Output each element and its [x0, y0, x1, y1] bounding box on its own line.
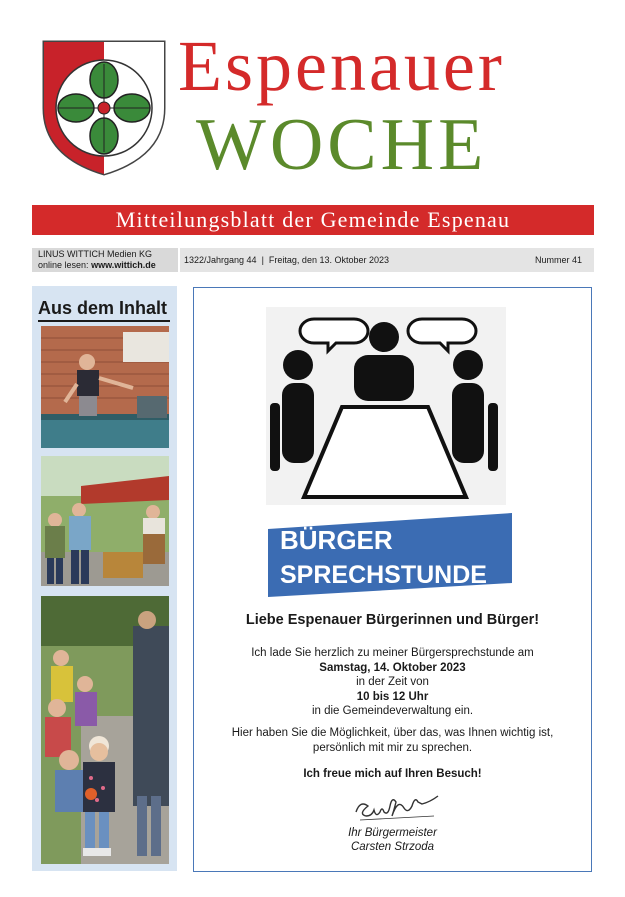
online-label: online lesen:	[38, 260, 89, 270]
masthead-title-bottom: WOCHE	[196, 104, 488, 186]
issue-edition-date	[184, 255, 389, 265]
issue-edition: 1322/Jahrgang 44	[184, 255, 257, 265]
online-url[interactable]: www.wittich.de	[91, 260, 156, 270]
signature-name: Carsten Strzoda	[350, 841, 435, 853]
children-photo[interactable]	[41, 596, 169, 864]
publisher-name: LINUS WITTICH Medien KG	[38, 249, 153, 259]
coat-of-arms-logo	[40, 38, 168, 178]
sidebar-heading: Aus dem Inhalt	[38, 298, 168, 318]
signature-block	[193, 826, 592, 854]
market-photo[interactable]	[41, 456, 169, 586]
issue-number: Nummer 41	[534, 255, 582, 265]
meeting-table-icon	[266, 307, 506, 505]
announcement-paragraph	[193, 726, 592, 755]
signature-role: Ihr Bürgermeister	[348, 827, 437, 839]
announcement-title: Liebe Espenauer Bürgerinnen und Bürger!	[245, 612, 540, 628]
event-time: 10 bis 12 Uhr	[356, 690, 429, 703]
label-line2: SPRECHSTUNDE	[280, 561, 487, 589]
table-tennis-photo[interactable]	[41, 326, 169, 448]
event-place: in die Gemeindeverwaltung ein.	[311, 705, 474, 717]
buerger-sprechstunde-label	[268, 513, 512, 597]
paragraph-line2: persönlich mit mir zu sprechen.	[312, 741, 473, 754]
time-intro: in der Zeit von	[356, 676, 429, 688]
masthead-banner: Mitteilungsblatt der Gemeinde Espenau	[32, 205, 594, 235]
issue-info-bar	[180, 248, 594, 272]
masthead-title-top: Espenauer	[178, 26, 505, 106]
invitation-line: Ich lade Sie herzlich zu meiner Bürgersprechstunde am	[251, 647, 534, 659]
announcement-closing: Ich freue mich auf Ihren Besuch!	[303, 768, 482, 780]
online-line	[38, 260, 178, 271]
handwritten-signature	[346, 790, 446, 826]
issue-date: Freitag, den 13. Oktober 2023	[268, 255, 389, 265]
issue-separator: |	[259, 255, 269, 265]
event-date: Samstag, 14. Oktober 2023	[319, 661, 466, 674]
label-line1: BÜRGER	[280, 525, 393, 555]
paragraph-line1: Hier haben Sie die Möglichkeit, über das, was Ihnen wichtig ist,	[231, 727, 554, 739]
announcement-invitation	[193, 646, 592, 719]
sidebar-divider	[38, 320, 170, 322]
publisher-box	[32, 248, 178, 272]
